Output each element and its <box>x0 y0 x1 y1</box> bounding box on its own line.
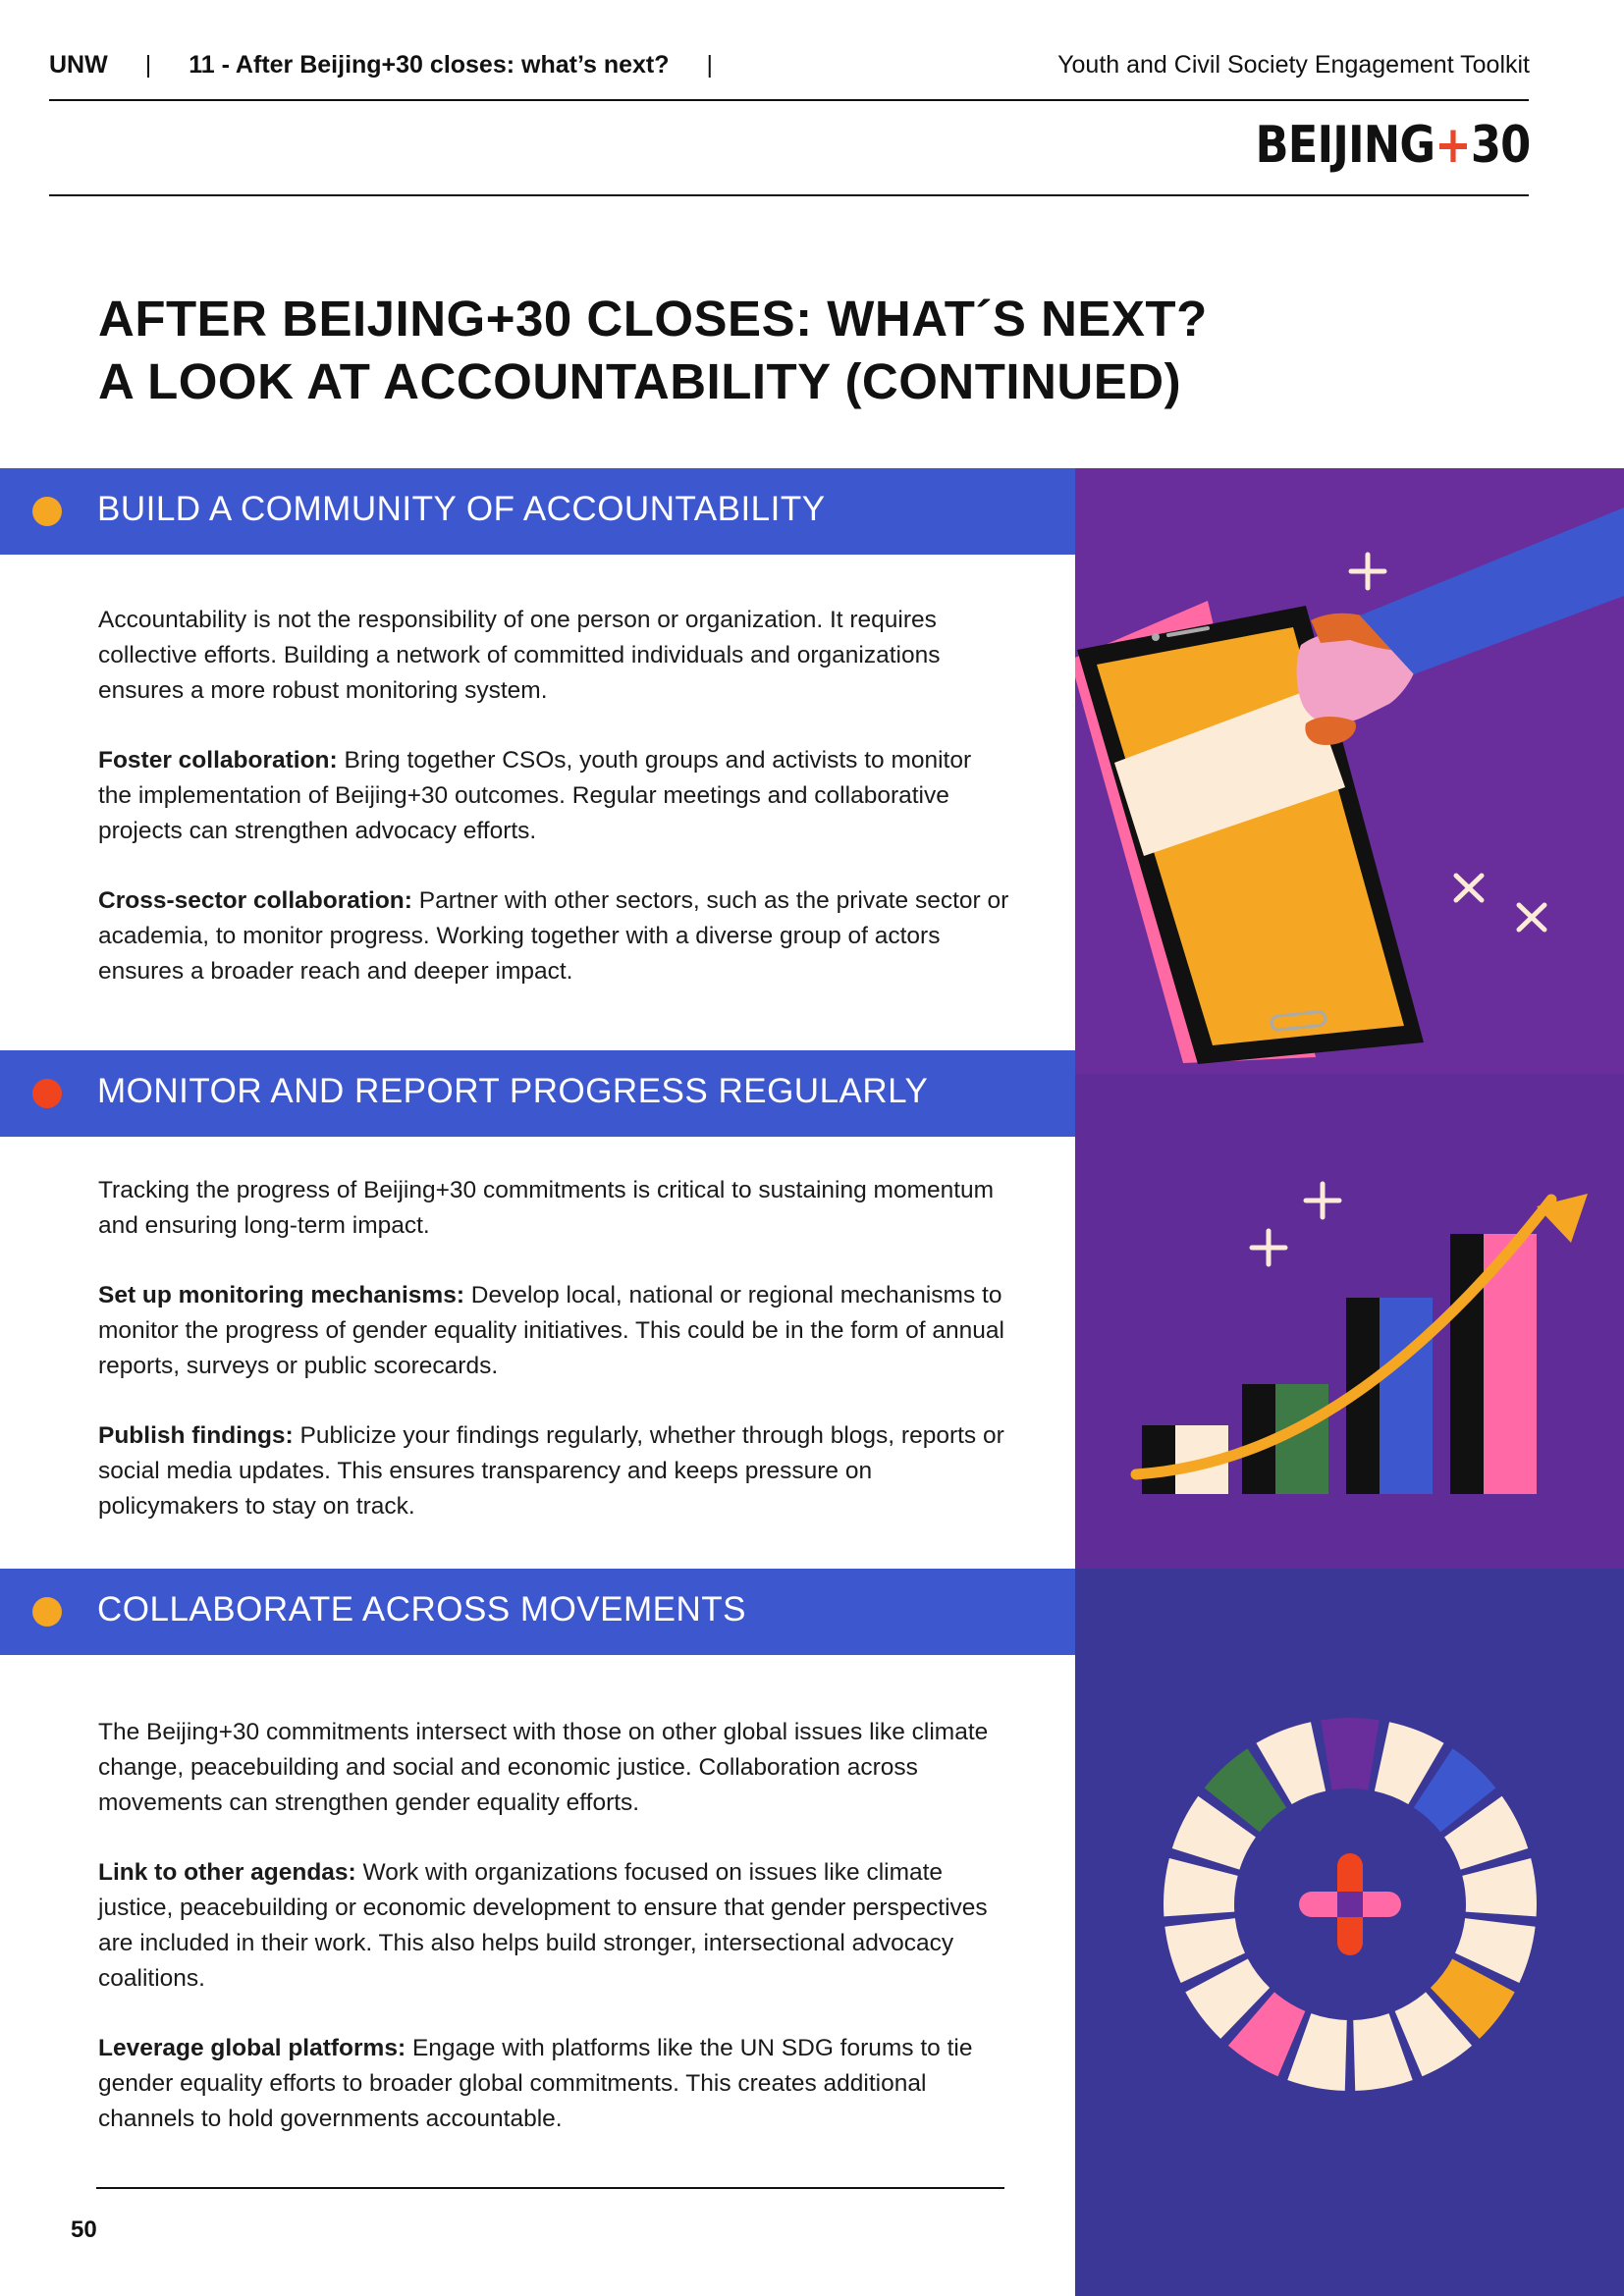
logo-plus: + <box>1434 116 1471 175</box>
item-term: Leverage global platforms: <box>98 2035 406 2061</box>
item-term: Foster collaboration: <box>98 747 338 774</box>
page-number: 50 <box>71 2216 97 2243</box>
section-intro: Tracking the progress of Beijing+30 commitments is critical to sustaining momentum and ensuring long-term impact. <box>98 1177 995 1239</box>
item-text: Work with organizations focused on issues like climate justice, peacebuilding or economic development to ensure that gender perspectives are included in their work. This also helps build stronger, intersectional advocacy coalitions. <box>98 1859 988 1992</box>
header-rule <box>49 99 1529 101</box>
section-heading: MONITOR AND REPORT PROGRESS REGULARLY <box>97 1072 929 1110</box>
wheel-segment <box>1321 1718 1380 1789</box>
logo-text: BEIJING <box>1255 116 1435 175</box>
section-body-monitor <box>98 1173 1011 1559</box>
bullet-dot <box>32 1079 62 1108</box>
title-line-2: A LOOK AT ACCOUNTABILITY (CONTINUED) <box>98 353 1182 409</box>
chapter-breadcrumb: 11 - After Beijing+30 closes: what’s next? <box>189 51 670 79</box>
section-item <box>98 743 1011 849</box>
section-intro: The Beijing+30 commitments intersect with those on other global issues like climate change, peacebuilding and social and economic justice. Collaboration across movements can strengthen gender equality efforts. <box>98 1719 989 1816</box>
item-text: Publicize your findings regularly, whether through blogs, reports or social media updates. This ensures transparency and keeps pressure on policymakers to stay on track. <box>98 1422 1004 1520</box>
item-text: Develop local, national or regional mechanisms to monitor the progress of gender equality initiatives. This could be in the form of annual reports, surveys or public scorecards. <box>98 1282 1004 1379</box>
item-text: Bring together CSOs, youth groups and activists to monitor the implementation of Beijing+30 outcomes. Regular meetings and collaborative projects can strengthen advocacy efforts. <box>98 747 972 844</box>
section-heading: COLLABORATE ACROSS MOVEMENTS <box>97 1590 746 1629</box>
header-separator: | <box>144 51 152 79</box>
org-name: UNW <box>49 51 108 79</box>
logo-number: 30 <box>1470 116 1530 175</box>
page-title <box>98 288 1326 413</box>
wheel-segment <box>1164 1858 1238 1916</box>
bullet-dot <box>32 497 62 526</box>
title-line-1: AFTER BEIJING+30 CLOSES: WHAT´S NEXT? <box>98 291 1208 347</box>
beijing30-logo <box>1255 116 1530 175</box>
section-item <box>98 1418 1011 1524</box>
section-item <box>98 2031 1011 2137</box>
item-term: Set up monitoring mechanisms: <box>98 1282 464 1308</box>
section-intro: Accountability is not the responsibility of one person or organization. It requires collective efforts. Building a network of committed individuals and organizations ensures a more robust monitoring system. <box>98 607 941 704</box>
header-separator-end: | <box>706 51 714 79</box>
item-term: Cross-sector collaboration: <box>98 887 412 914</box>
running-header-left <box>49 51 713 80</box>
item-term: Link to other agendas: <box>98 1859 356 1886</box>
item-text: Engage with platforms like the UN SDG forums to tie gender equality efforts to broader global commitments. This creates additional channels to hold governments accountable. <box>98 2035 973 2132</box>
growth-bar-chart-illustration <box>1075 1074 1624 1569</box>
item-text: Partner with other sectors, such as the private sector or academia, to monitor progress. Working together with a diverse group of actors ensures a broader reach and deeper impact. <box>98 887 1009 985</box>
sdg-wheel-illustration <box>1075 1569 1624 2296</box>
section-item <box>98 883 1011 989</box>
section-heading: BUILD A COMMUNITY OF ACCOUNTABILITY <box>97 490 826 528</box>
toolkit-title: Youth and Civil Society Engagement Toolkit <box>1057 51 1530 79</box>
footer-rule <box>96 2187 1004 2189</box>
item-term: Publish findings: <box>98 1422 294 1449</box>
section-item <box>98 1278 1011 1384</box>
section-body-community <box>98 603 1011 1024</box>
section-body-collaborate <box>98 1715 1011 2171</box>
section-band-community <box>0 468 1075 555</box>
section-band-collaborate <box>0 1569 1075 1655</box>
section-item <box>98 1855 1011 1997</box>
wheel-segment <box>1462 1858 1537 1916</box>
bullet-dot <box>32 1597 62 1627</box>
section-band-monitor <box>0 1050 1075 1137</box>
header-rule-bottom <box>49 194 1529 196</box>
handshake-phone-illustration <box>1075 468 1624 1074</box>
